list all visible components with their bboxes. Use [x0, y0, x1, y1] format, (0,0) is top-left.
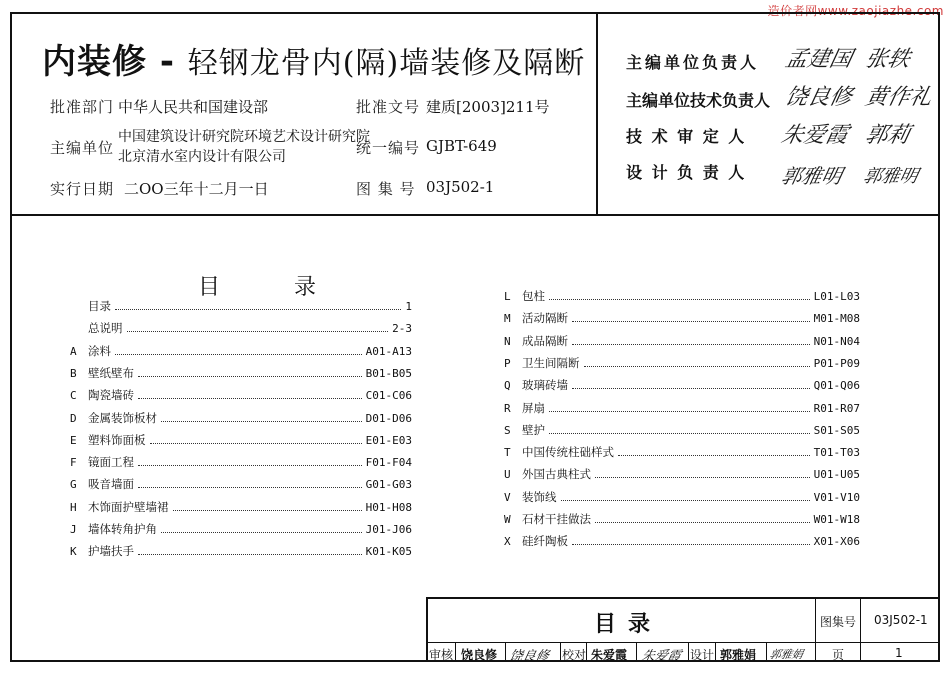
toc-entry-leader	[549, 410, 810, 412]
toc-entry-letter: B	[70, 366, 77, 380]
toc-entry-letter: E	[70, 433, 77, 447]
title-sub: 轻钢龙骨内(隔)墙装修及隔断	[187, 46, 586, 81]
title-block-title: 目录	[594, 612, 663, 637]
toc-entry-name: 硅纤陶板	[522, 534, 568, 549]
toc-entry-leader	[572, 387, 810, 389]
toc-entry-letter: C	[70, 389, 77, 403]
toc-entry-leader	[138, 375, 362, 377]
title-block-col-divider-1	[815, 597, 816, 662]
resp-label-designer: 设 计 负 责 人	[626, 163, 747, 182]
editor-label: 主编单位	[50, 139, 115, 157]
toc-entry	[504, 288, 860, 304]
watermark: 造价者网www.zaojiazhe.com	[767, 4, 944, 18]
toc-entry-name: 目录	[88, 299, 111, 313]
toc-entry-pages: U01-U05	[813, 468, 860, 482]
toc-entry-letter: X	[504, 535, 511, 549]
tb-check-label: 校对	[562, 648, 587, 662]
toc-entry-name: 涂料	[88, 343, 111, 358]
toc-entry-letter: W	[504, 513, 511, 526]
toc-entry-name: 活动隔断	[522, 311, 568, 326]
toc-entry-letter: V	[504, 490, 511, 504]
serial-value: GJBT-649	[426, 137, 497, 155]
toc-entry-pages: V01-V10	[813, 490, 860, 504]
toc-entry-name: 卫生间隔断	[522, 355, 580, 370]
toc-entry-pages: N01-N04	[813, 334, 860, 348]
toc-entry-leader	[150, 442, 362, 444]
toc-entry	[504, 422, 860, 438]
tb-div-f	[688, 642, 689, 662]
toc-entry-pages: G01-G03	[365, 478, 412, 492]
toc-entry	[70, 476, 412, 492]
tb-div-h	[766, 642, 767, 662]
tb-div-g	[715, 642, 716, 662]
tb-check-sig: 朱爱霞	[639, 649, 683, 664]
toc-entry-letter: P	[504, 356, 511, 370]
toc-entry	[504, 466, 860, 482]
toc-entry-pages: B01-B05	[365, 366, 412, 380]
toc-entry-pages: 1	[405, 300, 412, 313]
toc-entry-letter: S	[504, 423, 511, 437]
toc-entry-pages: T01-T03	[813, 446, 860, 460]
toc-entry-leader	[549, 298, 810, 300]
toc-entry-pages: S01-S05	[813, 423, 860, 437]
title-block-atlas-label: 图集号	[820, 615, 857, 629]
toc-entry	[504, 444, 860, 460]
tb-div-c	[560, 642, 561, 662]
tb-page-label: 页	[832, 648, 845, 662]
tb-review-label: 审核	[429, 648, 454, 662]
toc-entry	[70, 387, 412, 403]
title-block-col-divider-2	[860, 597, 861, 662]
toc-entry-name: 壁护	[522, 422, 545, 437]
toc-entry-name: 玻璃砖墙	[522, 378, 568, 393]
resp-sig-reviewer-2: 郭莉	[862, 123, 913, 148]
toc-entry-letter: D	[70, 411, 77, 425]
toc-entry-letter: Q	[504, 379, 511, 393]
toc-entry-leader	[138, 464, 362, 466]
toc-entry-leader	[138, 553, 362, 555]
toc-entry-leader	[595, 521, 810, 523]
toc-entry-pages: Q01-Q06	[813, 379, 860, 393]
tb-review-sig: 饶良修	[507, 649, 551, 664]
tb-div-e	[636, 642, 637, 662]
toc-entry-letter: T	[504, 446, 511, 460]
impl-date-label: 实行日期	[50, 180, 115, 198]
toc-entry	[504, 355, 860, 371]
toc-entry-name: 屏扇	[522, 400, 545, 415]
toc-entry-letter: F	[70, 456, 77, 470]
toc-entry-letter: A	[70, 344, 77, 358]
resp-label-reviewer: 技 术 审 定 人	[626, 127, 747, 146]
toc-entry-pages: F01-F04	[365, 456, 412, 470]
toc-entry	[70, 298, 412, 314]
toc-entry-pages: X01-X06	[813, 535, 860, 549]
toc-entry-leader	[584, 365, 810, 367]
toc-entry-name: 壁纸壁布	[88, 365, 134, 380]
toc-entry	[504, 533, 860, 549]
approve-doc-value: 建质[2003]211号	[426, 98, 550, 116]
toc-entry-name: 护墙扶手	[88, 544, 134, 559]
toc-entry-leader	[572, 543, 810, 545]
toc-entry-name: 陶瓷墙砖	[88, 388, 134, 403]
atlas-no-label: 图 集 号	[356, 180, 416, 198]
toc-entry-leader	[618, 454, 810, 456]
resp-sig-tech-1: 饶良修	[782, 85, 855, 110]
toc-entry-letter: G	[70, 478, 77, 492]
toc-entry	[70, 365, 412, 381]
toc-entry	[70, 320, 412, 336]
tb-page-value: 1	[895, 646, 903, 660]
resp-sig-chief-2: 张轶	[862, 47, 913, 72]
toc-entry-name: 成品隔断	[522, 333, 568, 348]
toc-entry-name: 金属装饰板材	[88, 410, 157, 425]
toc-entry-name: 吸音墙面	[88, 477, 134, 492]
toc-entry	[504, 377, 860, 393]
toc-entry-leader	[561, 499, 810, 501]
approve-dept-label: 批准部门	[50, 98, 115, 116]
toc-entry	[70, 543, 412, 559]
resp-sig-designer-2: 郭雅明	[861, 166, 920, 187]
toc-entry	[504, 511, 860, 527]
toc-entry-name: 塑料饰面板	[88, 432, 146, 447]
toc-entry-leader	[138, 397, 362, 399]
approve-doc-label: 批准文号	[356, 98, 421, 116]
toc-entry	[70, 432, 412, 448]
toc-entry-name: 包柱	[522, 289, 545, 303]
toc-entry-letter: R	[504, 401, 511, 415]
resp-label-tech: 主编单位技术负责人	[626, 91, 771, 110]
title-block-row-divider	[426, 642, 940, 643]
resp-sig-designer-1: 郭雅明	[779, 164, 845, 188]
toc-entry-letter: J	[70, 523, 77, 536]
toc-entry-leader	[161, 420, 362, 422]
title-main: 内装修 -	[42, 42, 188, 82]
toc-entry-pages: 2-3	[392, 322, 412, 336]
toc-entry-leader	[549, 432, 810, 434]
toc-entry-name: 中国传统柱础样式	[522, 445, 614, 460]
toc-entry-leader	[115, 353, 362, 355]
toc-entry-pages: R01-R07	[813, 401, 860, 415]
toc-entry-pages: A01-A13	[365, 344, 412, 358]
toc-entry	[504, 310, 860, 326]
toc-entry-pages: C01-C06	[365, 389, 412, 403]
toc-entry-letter: U	[504, 468, 511, 482]
tb-div-b	[505, 642, 506, 662]
resp-label-chief: 主编单位负责人	[626, 53, 760, 72]
toc-entry-pages: D01-D06	[365, 411, 412, 425]
toc-entry-pages: E01-E03	[365, 433, 412, 447]
toc-entry-pages: P01-P09	[813, 356, 860, 370]
tb-design-sig: 郭雅娟	[768, 648, 805, 661]
toc-entry-pages: K01-K05	[365, 545, 412, 559]
header-vertical-divider	[596, 12, 598, 215]
approve-dept-value: 中华人民共和国建设部	[118, 98, 269, 116]
tb-review-name: 饶良修	[461, 648, 498, 662]
toc-entry-leader	[173, 509, 362, 511]
toc-entry	[504, 489, 860, 505]
toc-entry-name: 镜面工程	[88, 455, 134, 470]
toc-title: 目 录	[198, 275, 318, 300]
toc-entry-leader	[572, 343, 810, 345]
toc-entry-name: 总说明	[88, 321, 123, 336]
header-divider	[10, 214, 940, 216]
serial-label: 统一编号	[356, 139, 421, 157]
atlas-no-value: 03J502-1	[426, 178, 495, 196]
toc-entry-leader	[138, 486, 362, 488]
toc-entry-pages: H01-H08	[365, 500, 412, 514]
toc-entry-pages: M01-M08	[813, 312, 860, 326]
document-title	[42, 34, 585, 83]
toc-entry-name: 装饰线	[522, 489, 557, 504]
toc-entry	[504, 400, 860, 416]
toc-entry-name: 外国古典柱式	[522, 467, 591, 482]
tb-div-a	[455, 642, 456, 662]
toc-entry	[70, 521, 412, 537]
toc-entry-name: 石材干挂做法	[522, 512, 591, 526]
toc-entry	[70, 410, 412, 426]
toc-entry-letter: H	[70, 500, 77, 514]
toc-entry-name: 木饰面护壁墙裙	[88, 499, 169, 514]
tb-design-name: 郭雅娟	[720, 648, 757, 662]
toc-entry-pages: L01-L03	[813, 290, 860, 303]
resp-sig-tech-2: 黄作礼	[862, 85, 935, 110]
toc-entry	[70, 343, 412, 359]
toc-entry-leader	[161, 531, 362, 533]
title-block-atlas-value: 03J502-1	[874, 613, 928, 627]
resp-sig-chief-1: 孟建国	[782, 47, 855, 72]
toc-entry-name: 墙体转角护角	[88, 522, 157, 536]
resp-sig-reviewer-1: 朱爱霞	[778, 123, 851, 148]
toc-entry-pages: W01-W18	[813, 513, 860, 526]
toc-entry-leader	[595, 476, 810, 478]
toc-entry-letter: L	[504, 290, 511, 303]
toc-entry-letter: K	[70, 545, 77, 559]
toc-entry-leader	[572, 320, 810, 322]
title-block	[426, 597, 940, 662]
impl-date-value: 二OO三年十二月一日	[124, 180, 269, 198]
toc-entry-letter: N	[504, 334, 511, 348]
tb-div-d	[586, 642, 587, 662]
toc-entry	[70, 499, 412, 515]
toc-entry-leader	[127, 330, 389, 332]
toc-entry-leader	[115, 308, 401, 310]
tb-check-name: 朱爱霞	[591, 648, 628, 662]
toc-entry-letter: M	[504, 312, 511, 326]
editor-line1: 中国建筑设计研究院环境艺术设计研究院	[118, 129, 370, 145]
toc-entry	[70, 454, 412, 470]
tb-design-label: 设计	[690, 648, 715, 662]
toc-entry	[504, 333, 860, 349]
editor-line2: 北京清水室内设计有限公司	[118, 149, 286, 165]
toc-entry-pages: J01-J06	[365, 523, 412, 536]
